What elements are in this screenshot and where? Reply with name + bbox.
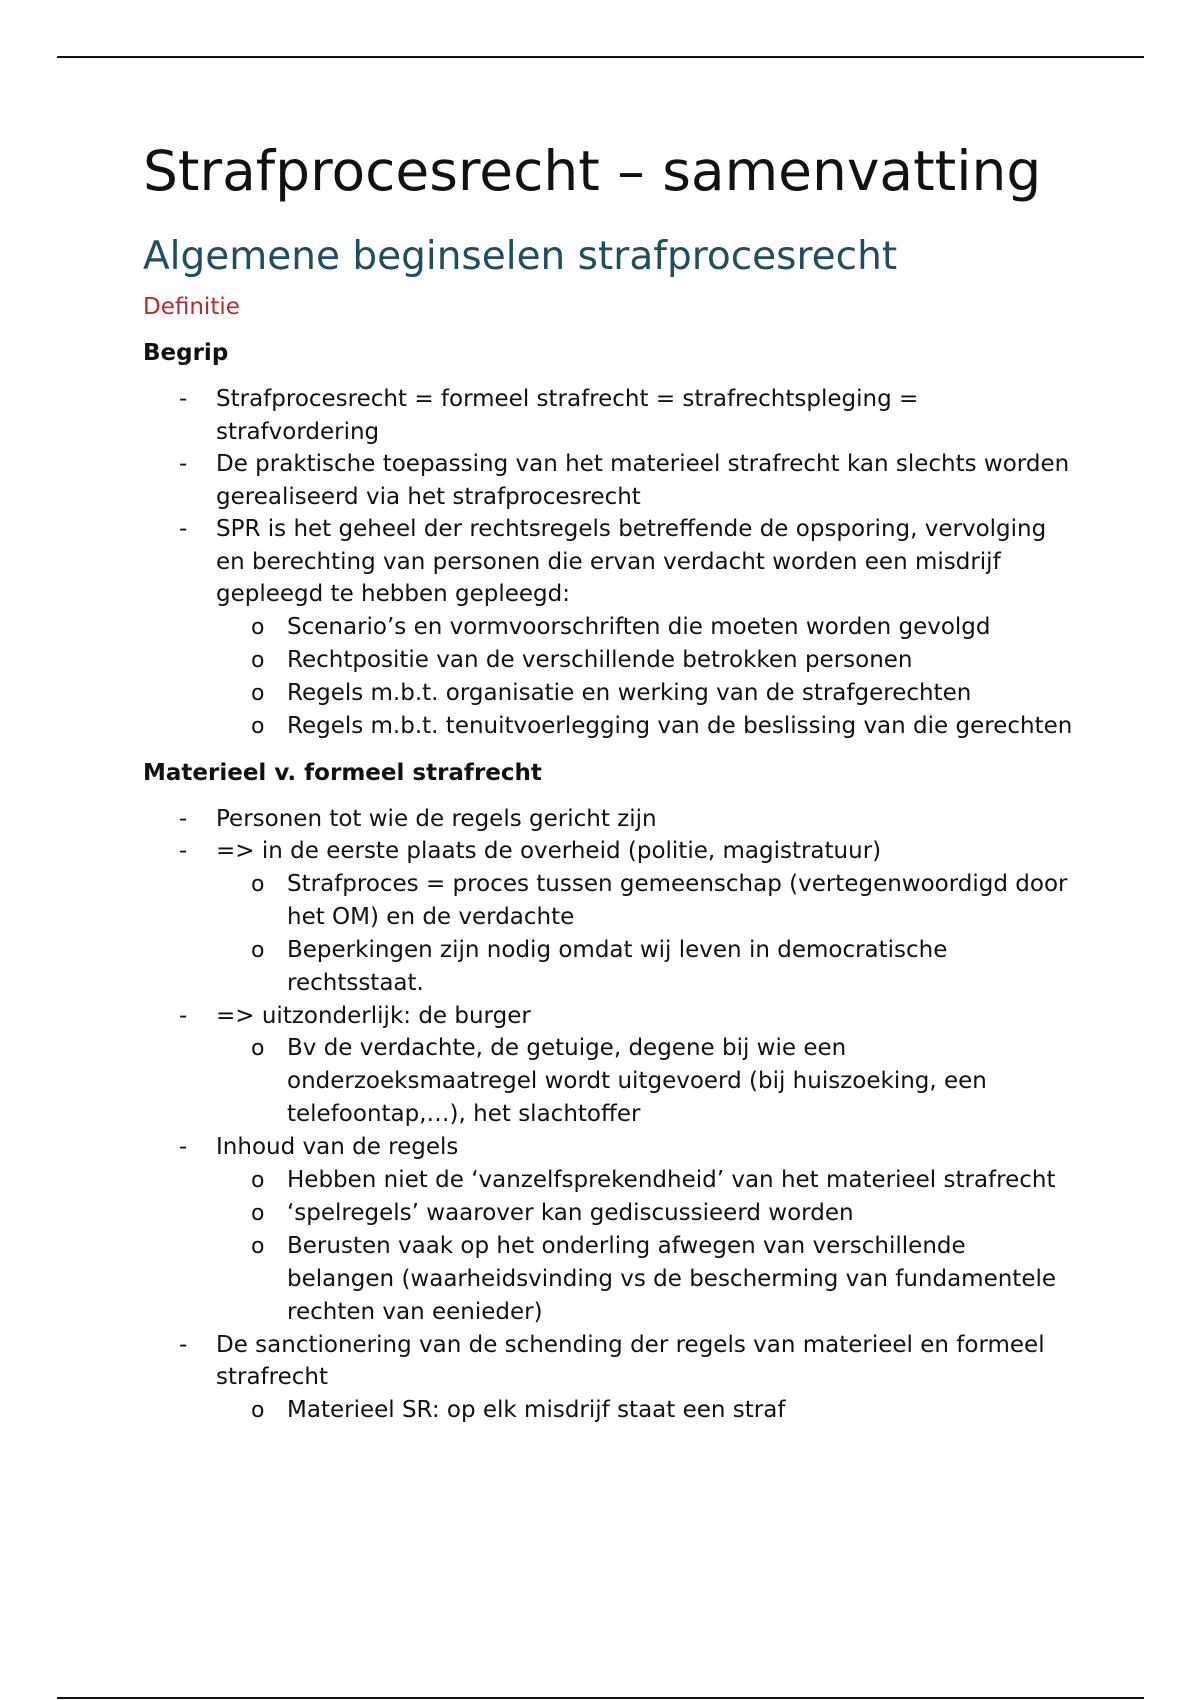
dash-bullet-icon: - xyxy=(179,1134,188,1160)
list-item-text: Inhoud van de regels xyxy=(216,1134,459,1160)
sub-list xyxy=(216,1032,1073,1131)
list-item xyxy=(143,383,1073,448)
sub-list-item xyxy=(215,677,1073,710)
top-rule xyxy=(57,56,1144,58)
circle-bullet-icon: o xyxy=(251,713,265,739)
sub-list-item xyxy=(215,1164,1073,1197)
dash-bullet-icon: - xyxy=(179,805,188,832)
list-item xyxy=(143,513,1073,743)
list-item xyxy=(143,1131,1073,1329)
circle-bullet-icon: o xyxy=(251,1233,265,1259)
circle-bullet-icon: o xyxy=(251,871,265,897)
list-item-text: => in de eerste plaats de overheid (politie, magistratuur) xyxy=(216,838,882,864)
sub-list-item xyxy=(215,611,1073,644)
sub-list xyxy=(216,1164,1073,1329)
circle-bullet-icon: o xyxy=(251,1036,265,1061)
block-heading: Materieel v. formeel strafrecht xyxy=(143,759,542,786)
sub-list-item-text: Berusten vaak op het onderling afwegen van verschillende belangen (waarheidsvinding vs de bescherming van fundamentele rechten van eenieder) xyxy=(287,1232,1057,1325)
block-heading: Begrip xyxy=(143,340,229,366)
sub-list-item-text: Materieel SR: op elk misdrijf staat een straf xyxy=(287,1396,786,1423)
content-blocks xyxy=(143,337,1073,1427)
list-item-text: SPR is het geheel der rechtsregels betreffende de opsporing, vervolging en berechting van personen die ervan verdacht worden een misdrijf gepleegd te hebben gepleegd: xyxy=(216,516,1047,607)
sub-list-item xyxy=(215,710,1073,743)
sub-list-item xyxy=(215,1197,1073,1230)
section-heading: Algemene beginselen strafprocesrecht xyxy=(143,234,898,279)
list-item xyxy=(143,1329,1073,1427)
list-item-text: Personen tot wie de regels gericht zijn xyxy=(216,805,657,832)
list-item xyxy=(143,1000,1073,1132)
circle-bullet-icon: o xyxy=(251,614,265,640)
dash-bullet-icon: - xyxy=(179,838,188,864)
bottom-rule xyxy=(57,1697,1144,1699)
dash-bullet-icon: - xyxy=(179,516,188,542)
sub-list-item xyxy=(215,934,1073,1000)
list-item xyxy=(143,835,1073,1000)
sub-list-item-text: Regels m.b.t. tenuitvoerlegging van de beslissing van die gerechten xyxy=(287,712,1073,739)
sub-list-item-text: Beperkingen zijn nodig omdat wij leven in democratische rechtsstaat. xyxy=(287,936,948,996)
list-item-text: Strafprocesrecht = formeel strafrecht = strafrechtspleging = strafvordering xyxy=(216,386,919,445)
dash-bullet-icon: - xyxy=(179,451,188,477)
sub-list xyxy=(216,868,1073,1000)
bullet-list xyxy=(143,803,1073,1427)
sub-list-item-text: Scenario’s en vormvoorschriften die moeten worden gevolgd xyxy=(287,613,991,640)
sub-list-item xyxy=(215,868,1073,934)
sub-list-item-text: Hebben niet de ‘vanzelfsprekendheid’ van het materieel strafrecht xyxy=(287,1166,1056,1193)
circle-bullet-icon: o xyxy=(251,937,265,963)
sub-list-item xyxy=(215,1032,1073,1131)
circle-bullet-icon: o xyxy=(251,1200,265,1226)
list-item-text: => uitzonderlijk: de burger xyxy=(216,1002,531,1029)
list-item-text: De sanctionering van de schending der regels van materieel en formeel strafrecht xyxy=(216,1331,1045,1390)
dash-bullet-icon: - xyxy=(179,1002,188,1029)
list-item-text: De praktische toepassing van het materieel strafrecht kan slechts worden gerealiseerd via het strafprocesrecht xyxy=(216,451,1070,510)
bullet-list xyxy=(143,383,1073,743)
definition-subheading: Definitie xyxy=(143,294,240,320)
circle-bullet-icon: o xyxy=(251,1397,265,1423)
sub-list-item-text: Regels m.b.t. organisatie en werking van de strafgerechten xyxy=(287,679,972,706)
sub-list-item-text: ‘spelregels’ waarover kan gediscussieerd worden xyxy=(287,1199,854,1226)
circle-bullet-icon: o xyxy=(251,647,265,673)
sub-list-item xyxy=(215,1230,1073,1329)
document-body xyxy=(143,135,1073,1427)
dash-bullet-icon: - xyxy=(179,1331,188,1358)
list-item xyxy=(143,448,1073,513)
sub-list-item-text: Bv de verdachte, de getuige, degene bij wie een onderzoeksmaatregel wordt uitgevoerd (bij huiszoeking, een telefoontap,…), het slachtoffer xyxy=(287,1035,987,1127)
sub-list-item-text: Strafproces = proces tussen gemeenschap (vertegenwoordigd door het OM) en de verdachte xyxy=(287,870,1068,930)
document-title: Strafprocesrecht – samenvatting xyxy=(143,139,1042,203)
sub-list xyxy=(216,1394,1073,1427)
list-item xyxy=(143,803,1073,836)
circle-bullet-icon: o xyxy=(251,680,265,706)
sub-list xyxy=(216,611,1073,743)
dash-bullet-icon: - xyxy=(179,386,188,412)
circle-bullet-icon: o xyxy=(251,1167,265,1193)
sub-list-item xyxy=(215,644,1073,677)
sub-list-item-text: Rechtpositie van de verschillende betrokken personen xyxy=(287,646,913,673)
sub-list-item xyxy=(215,1394,1073,1427)
